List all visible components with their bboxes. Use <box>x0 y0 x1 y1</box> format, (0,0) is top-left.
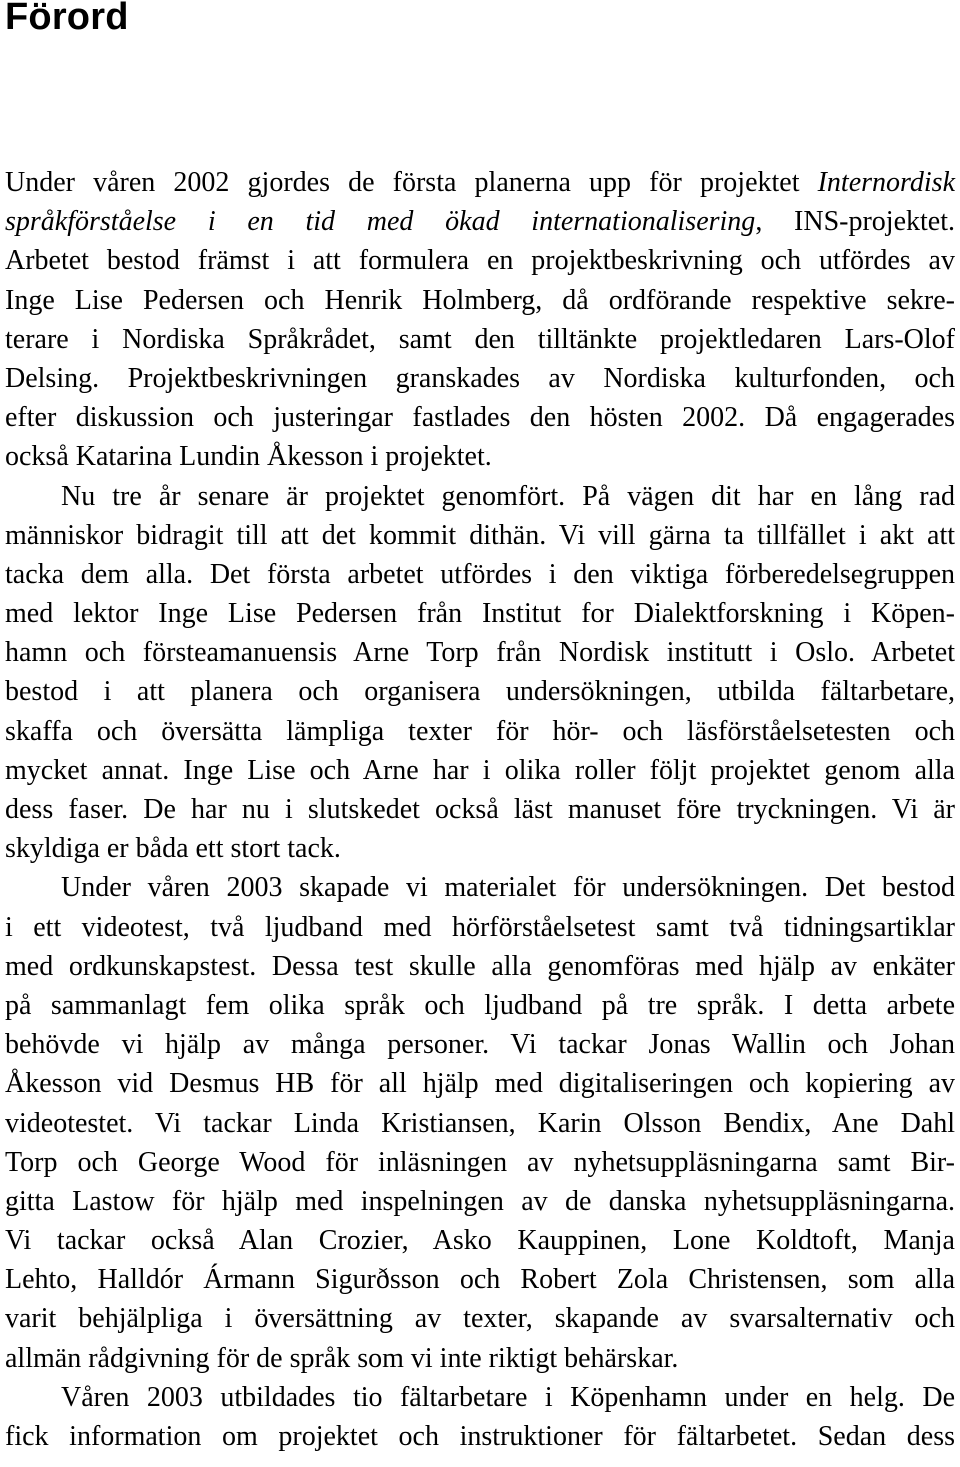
text-line <box>5 1260 955 1299</box>
text-line <box>5 398 955 437</box>
text-line <box>5 555 955 594</box>
text-span: på sammanlagt fem olika språk och ljudband på tre språk. I detta arbete <box>5 989 955 1021</box>
text-line <box>5 986 955 1025</box>
text-line <box>5 908 955 947</box>
text-span: Åkesson vid Desmus HB för all hjälp med digitaliseringen och kopiering av <box>5 1068 955 1100</box>
text-line <box>5 359 955 398</box>
text-line <box>5 829 955 868</box>
text-span: gitta Lastow för hjälp med inspelningen av de danska nyhetsuppläsningarna. <box>5 1185 955 1217</box>
text-span: Nu tre år senare är projektet genomfört. På vägen dit har en lång rad <box>61 480 955 512</box>
text-span: också Katarina Lundin Åkesson i projektet. <box>5 441 492 473</box>
text-span: människor bidragit till att det kommit dithän. Vi vill gärna ta tillfället i akt att <box>5 519 955 551</box>
text-line <box>5 281 955 320</box>
text-line <box>5 1025 955 1064</box>
text-line <box>5 202 955 241</box>
text-span: Lehto, Halldór Ármann Sigurðsson och Robert Zola Christensen, som alla <box>5 1264 955 1296</box>
text-line <box>5 1378 955 1417</box>
text-span: med ordkunskapstest. Dessa test skulle alla genomföras med hjälp av enkäter <box>5 950 955 982</box>
text-line <box>5 320 955 359</box>
text-line <box>5 1104 955 1143</box>
text-line <box>5 1221 955 1260</box>
text-line <box>5 1182 955 1221</box>
text-line <box>5 1417 955 1456</box>
text-line <box>5 437 955 476</box>
text-line <box>5 1339 955 1378</box>
text-span: med lektor Inge Lise Pedersen från Institut for Dialektforskning i Köpen- <box>5 598 955 630</box>
text-span: behövde vi hjälp av många personer. Vi tackar Jonas Wallin och Johan <box>5 1029 955 1061</box>
text-line <box>5 1064 955 1103</box>
text-line <box>5 633 955 672</box>
text-span: hamn och försteamanuensis Arne Torp från Nordisk institutt i Oslo. Arbetet <box>5 637 955 669</box>
text-line <box>5 947 955 986</box>
text-line <box>5 672 955 711</box>
text-line <box>5 163 955 202</box>
text-span: varit behjälpliga i översättning av texter, skapande av svarsalternativ och <box>5 1303 955 1335</box>
text-line <box>5 1299 955 1338</box>
text-line <box>5 790 955 829</box>
text-line <box>5 1143 955 1182</box>
text-span: dess faser. De har nu i slutskedet också läst manuset före tryckningen. Vi är <box>5 794 955 825</box>
text-span: mycket annat. Inge Lise och Arne har i olika roller följt projektet genom alla <box>5 754 955 786</box>
text-span: Arbetet bestod främst i att formulera en projektbeskrivning och utfördes av <box>5 245 955 277</box>
text-span: Torp och George Wood för inläsningen av nyhetsuppläsningarna samt Bir- <box>5 1146 955 1178</box>
text-span: allmän rådgivning för de språk som vi inte riktigt behärskar. <box>5 1342 679 1374</box>
text-span: i ett videotest, två ljudband med hörförståelsetest samt två tidningsartiklar <box>5 911 955 943</box>
text-span: tacka dem alla. Det första arbetet utfördes i den viktiga förberedelsegruppen <box>5 558 955 590</box>
text-line <box>5 751 955 790</box>
page-title: Förord <box>5 0 129 38</box>
text-line <box>5 868 955 907</box>
italic-text: språkförståelse i en tid med ökad internationalisering <box>5 206 756 238</box>
text-span: fick information om projektet och instruktioner för fältarbetet. Sedan dess <box>5 1421 955 1452</box>
text-span: , INS-projektet. <box>755 206 955 238</box>
text-span: Inge Lise Pedersen och Henrik Holmberg, då ordförande respektive sekre- <box>5 284 955 316</box>
text-span: efter diskussion och justeringar fastlades den hösten 2002. Då engagerades <box>5 402 955 434</box>
text-span: Under våren 2002 gjordes de första planerna upp för projektet <box>5 167 818 198</box>
text-span: Under våren 2003 skapade vi materialet för undersökningen. Det bestod <box>61 872 955 904</box>
text-span: skyldiga er båda ett stort tack. <box>5 833 341 865</box>
text-span: videotestet. Vi tackar Linda Kristiansen, Karin Olsson Bendix, Ane Dahl <box>5 1107 955 1139</box>
text-line <box>5 516 955 555</box>
text-line <box>5 241 955 280</box>
text-span: terare i Nordiska Språkrådet, samt den tilltänkte projektledaren Lars-Olof <box>5 323 955 355</box>
text-span: Delsing. Projektbeskrivningen granskades av Nordiska kulturfonden, och <box>5 362 955 394</box>
text-span: Vi tackar också Alan Crozier, Asko Kauppinen, Lone Koldtoft, Manja <box>5 1225 955 1257</box>
body-text <box>5 163 955 1456</box>
italic-text: Internordisk <box>817 167 955 198</box>
text-span: bestod i att planera och organisera undersökningen, utbilda fältarbetare, <box>5 676 955 708</box>
text-span: skaffa och översätta lämpliga texter för hör- och läsförståelsetesten och <box>5 715 955 747</box>
text-line <box>5 594 955 633</box>
text-line <box>5 712 955 751</box>
text-line <box>5 477 955 516</box>
text-span: Våren 2003 utbildades tio fältarbetare i Köpenhamn under en helg. De <box>61 1381 955 1413</box>
